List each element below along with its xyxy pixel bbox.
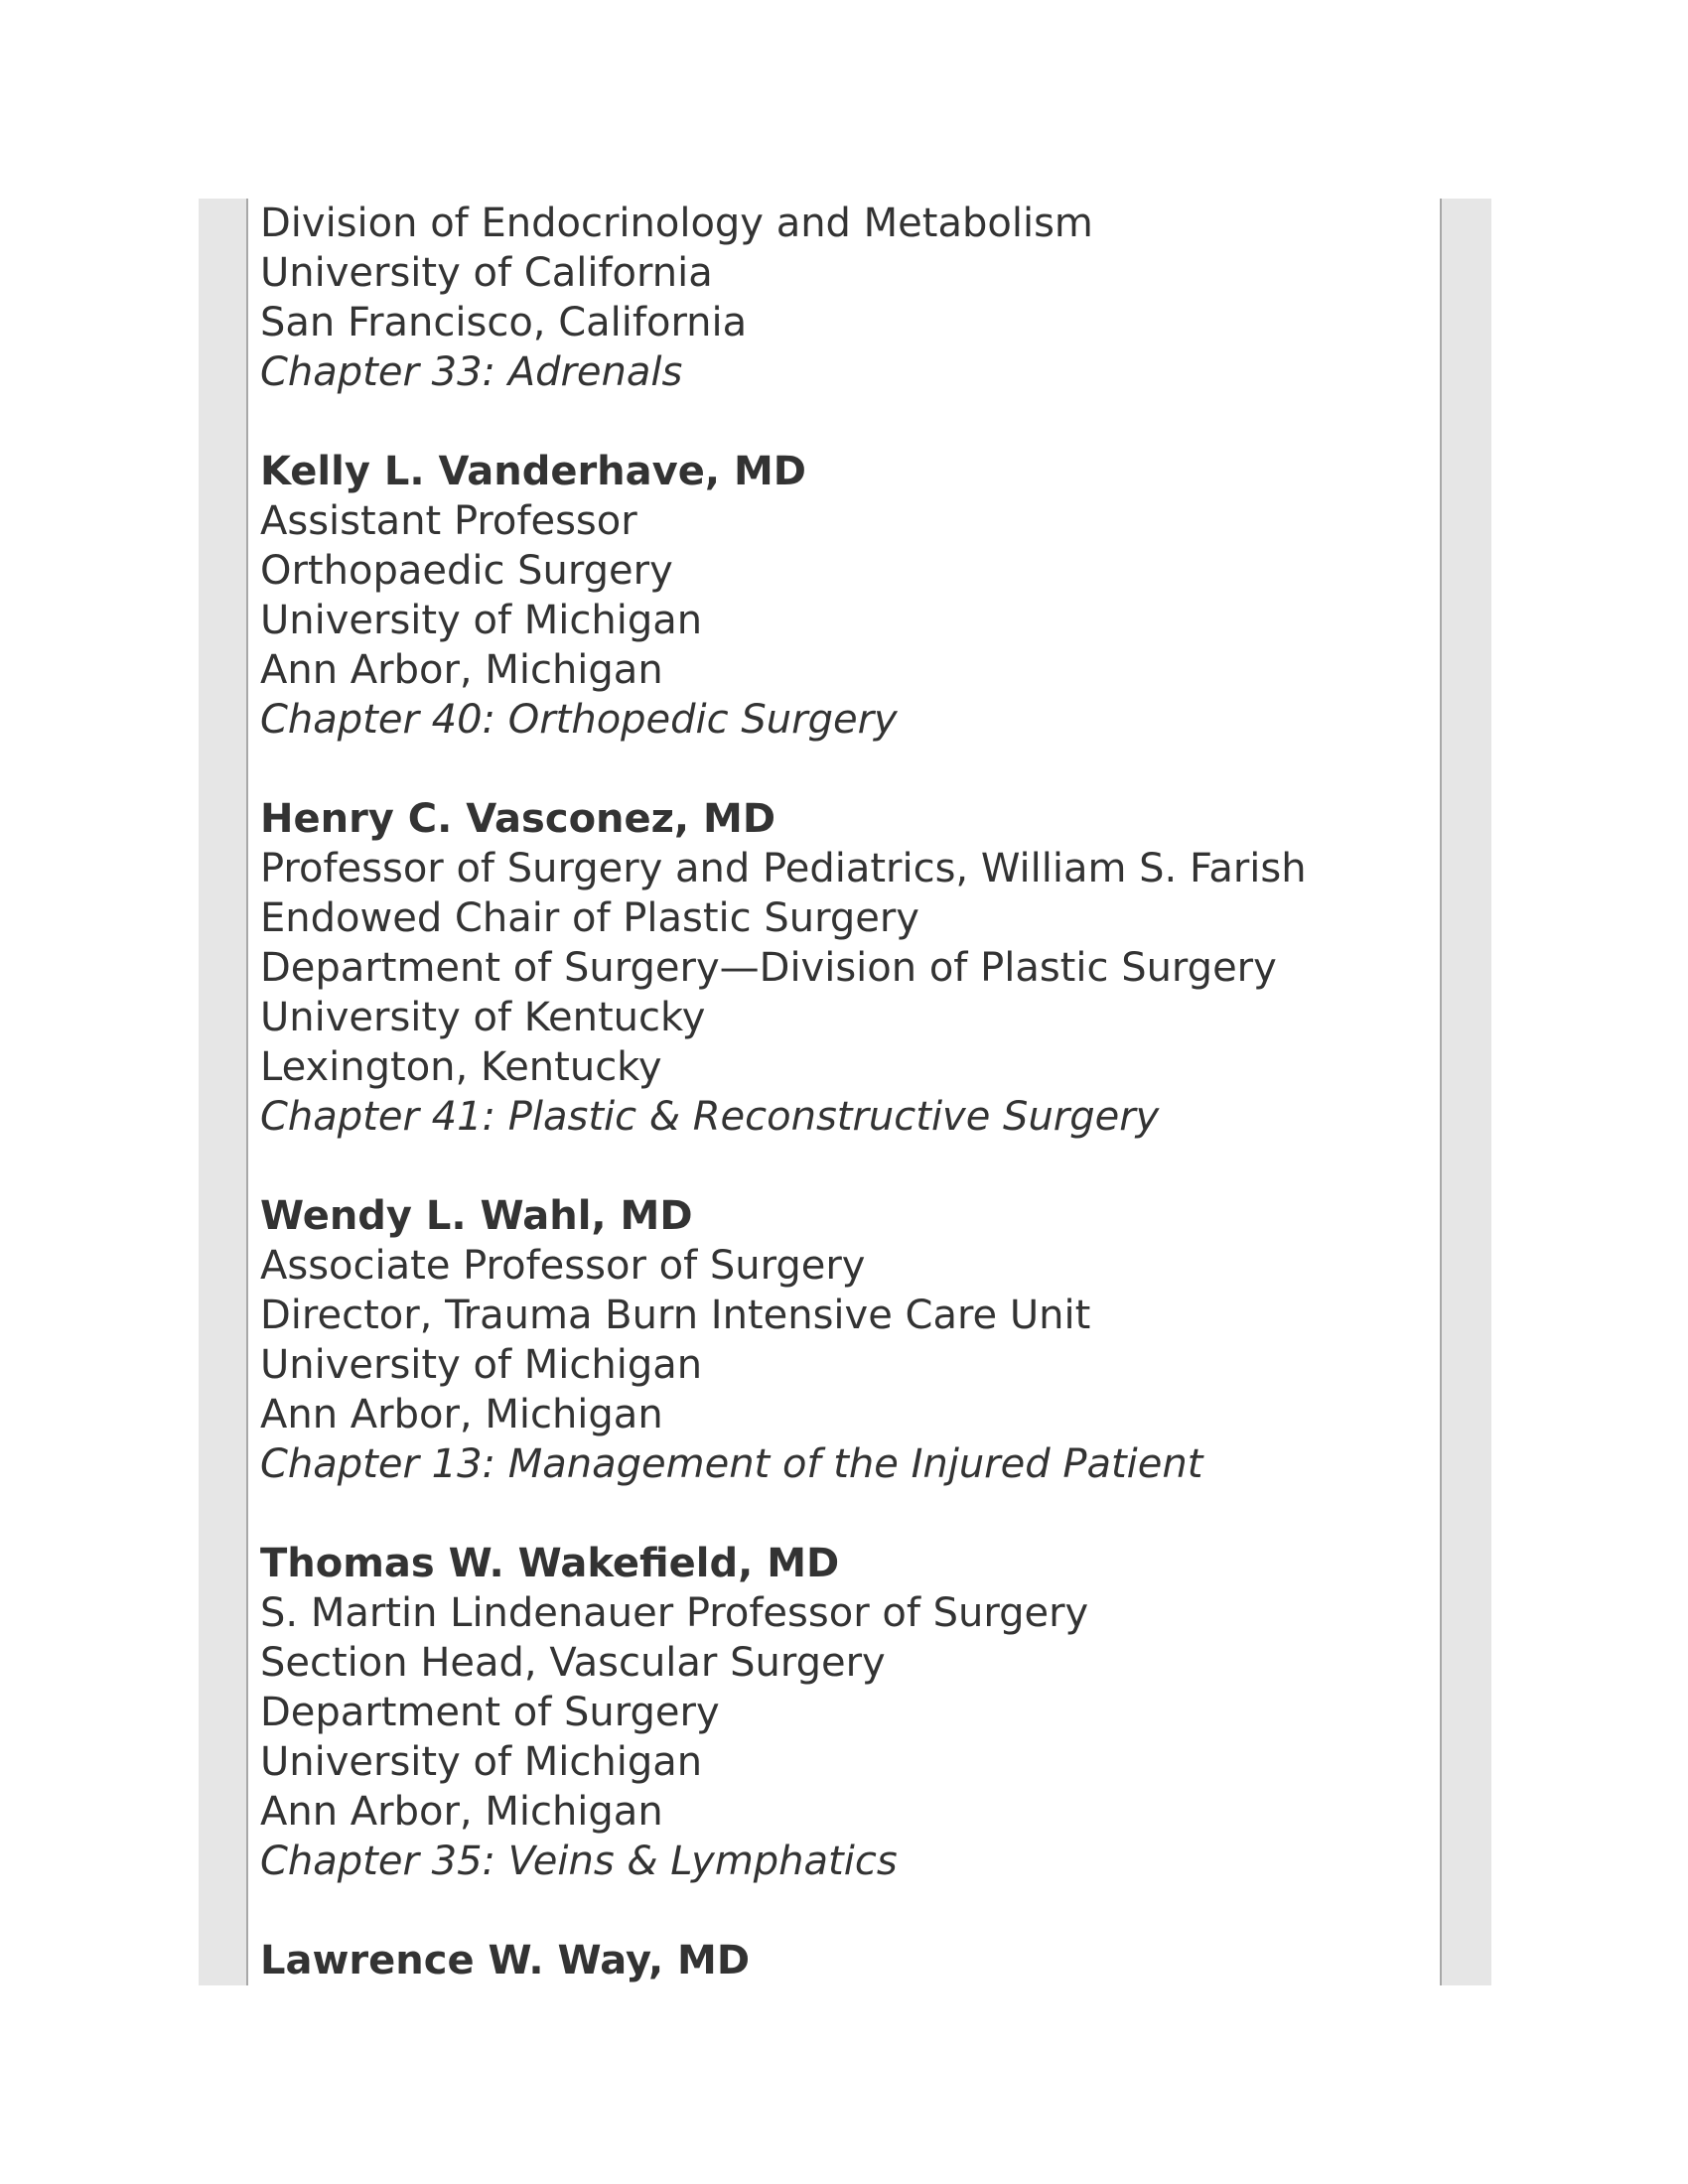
chapter-reference: Chapter 41: Plastic & Reconstructive Surgery (260, 1094, 1160, 1140)
contributor-name: Wendy L. Wahl, MD (260, 1193, 693, 1239)
affiliation-line: University of Michigan (260, 1739, 703, 1785)
affiliation-line: Associate Professor of Surgery (260, 1243, 866, 1289)
affiliation-line: Department of Surgery (260, 1690, 720, 1735)
contributor-entry (260, 447, 1432, 745)
affiliation-line: University of Michigan (260, 1342, 703, 1388)
contributor-entry (260, 199, 1432, 397)
chapter-reference: Chapter 40: Orthopedic Surgery (260, 697, 898, 743)
contributor-entry (260, 794, 1432, 1142)
affiliation-line: Department of Surgery—Division of Plastic Surgery (260, 945, 1277, 991)
affiliation-line: Assistant Professor (260, 498, 637, 544)
affiliation-line: Ann Arbor, Michigan (260, 1789, 663, 1835)
contributor-entry (260, 1191, 1432, 1489)
affiliation-line: Section Head, Vascular Surgery (260, 1640, 886, 1686)
affiliation-line: University of Kentucky (260, 995, 706, 1040)
contributor-entry (260, 1936, 1432, 1985)
affiliation-line: Ann Arbor, Michigan (260, 647, 663, 693)
right-margin-bar (1440, 199, 1491, 1985)
contributor-name: Lawrence W. Way, MD (260, 1938, 751, 1983)
affiliation-line: Ann Arbor, Michigan (260, 1392, 663, 1437)
chapter-reference: Chapter 35: Veins & Lymphatics (260, 1839, 898, 1884)
affiliation-line: Professor of Surgery and Pediatrics, William S. Farish (260, 846, 1307, 891)
contributor-entry (260, 1539, 1432, 1886)
contributor-name: Thomas W. Wakefield, MD (260, 1541, 840, 1586)
affiliation-line: San Francisco, California (260, 300, 748, 345)
chapter-reference: Chapter 33: Adrenals (260, 349, 683, 395)
affiliation-line: Division of Endocrinology and Metabolism (260, 201, 1093, 246)
contributor-name: Kelly L. Vanderhave, MD (260, 449, 806, 494)
affiliation-line: Endowed Chair of Plastic Surgery (260, 895, 919, 941)
affiliation-line: University of Michigan (260, 598, 703, 643)
contributor-list (260, 199, 1432, 1985)
chapter-reference: Chapter 13: Management of the Injured Patient (260, 1441, 1203, 1487)
affiliation-line: Director, Trauma Burn Intensive Care Unit (260, 1293, 1091, 1338)
affiliation-line: S. Martin Lindenauer Professor of Surgery (260, 1590, 1089, 1636)
affiliation-line: Lexington, Kentucky (260, 1044, 662, 1090)
affiliation-line: University of California (260, 250, 713, 296)
left-margin-bar (199, 199, 248, 1985)
contributor-name: Henry C. Vasconez, MD (260, 796, 776, 842)
affiliation-line: Orthopaedic Surgery (260, 548, 673, 594)
